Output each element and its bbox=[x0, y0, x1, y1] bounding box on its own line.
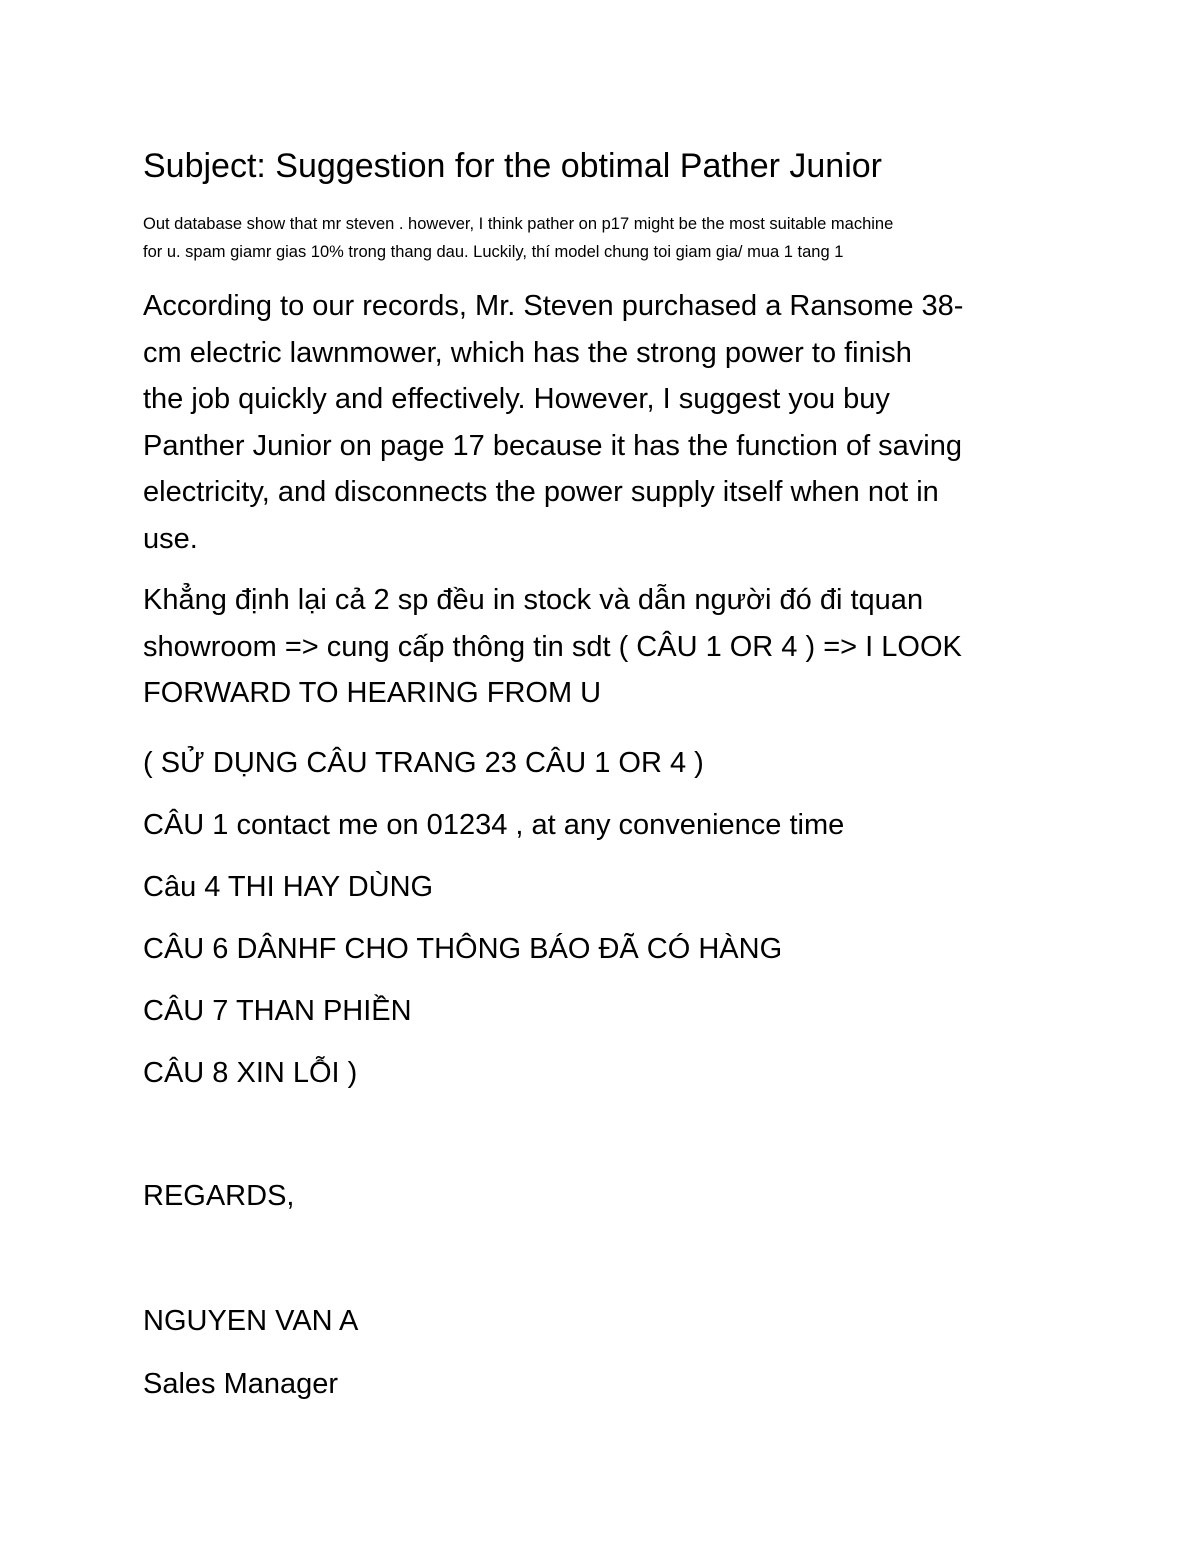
phrase-cau-1: CÂU 1 contact me on 01234 , at any convenience time bbox=[143, 809, 845, 841]
paragraph-line: the job quickly and effectively. However, I suggest you buy bbox=[143, 383, 890, 415]
paragraph-line: Khẳng định lại cả 2 sp đều in stock và dẫn người đó đi tquan bbox=[143, 584, 924, 616]
phrase-cau-4: Câu 4 THI HAY DÙNG bbox=[143, 871, 434, 903]
draft-note bbox=[143, 210, 893, 266]
draft-note-line: Out database show that mr steven . however, I think pather on p17 might be the most suitable machine bbox=[143, 215, 894, 233]
paragraph-line: electricity, and disconnects the power supply itself when not in bbox=[143, 476, 939, 508]
draft-note-line: for u. spam giamr gias 10% trong thang dau. Luckily, thí model chung toi giam gia/ mua 1 tang 1 bbox=[143, 243, 844, 261]
phrase-cau-7: CÂU 7 THAN PHIỀN bbox=[143, 995, 412, 1027]
paragraph-line: showroom => cung cấp thông tin sdt ( CÂU 1 OR 4 ) => I LOOK bbox=[143, 630, 962, 663]
signer-title: Sales Manager bbox=[143, 1368, 339, 1400]
paragraph-line: Panther Junior on page 17 because it has the function of saving bbox=[143, 429, 963, 462]
signer-name: NGUYEN VAN A bbox=[143, 1305, 359, 1337]
phrase-cau-8: CÂU 8 XIN LỖI ) bbox=[143, 1057, 358, 1089]
paragraph-records bbox=[143, 283, 963, 562]
paragraph-confirm-stock bbox=[143, 577, 962, 717]
paragraph-line: use. bbox=[143, 522, 198, 555]
closing-regards: REGARDS, bbox=[143, 1180, 295, 1212]
phrase-cau-6: CÂU 6 DÂNHF CHO THÔNG BÁO ĐÃ CÓ HÀNG bbox=[143, 933, 783, 965]
usage-note: ( SỬ DỤNG CÂU TRANG 23 CÂU 1 OR 4 ) bbox=[143, 747, 704, 779]
subject-heading: Subject: Suggestion for the obtimal Pather Junior bbox=[143, 147, 882, 185]
paragraph-line: According to our records, Mr. Steven purchased a Ransome 38- bbox=[143, 290, 964, 322]
paragraph-line: FORWARD TO HEARING FROM U bbox=[143, 677, 602, 709]
paragraph-line: cm electric lawnmower, which has the strong power to finish bbox=[143, 336, 912, 369]
